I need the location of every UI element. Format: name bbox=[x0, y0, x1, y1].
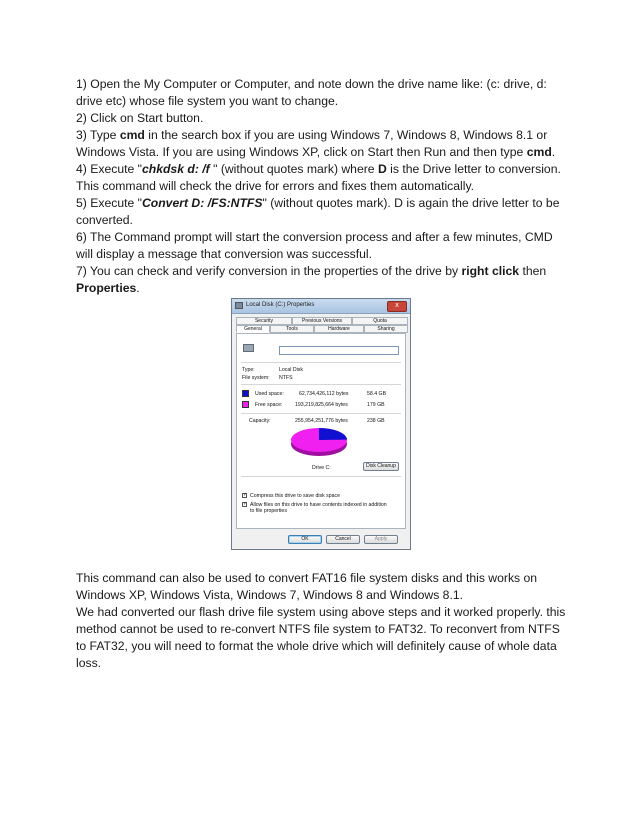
outro-paragraph-1: This command can also be used to convert FAT16 file system disks and this works on Windows XP, Windows Vista, Windows 7, Windows 8 and Windows 8.1. bbox=[76, 571, 538, 602]
instruction-steps bbox=[76, 76, 566, 297]
used-space-label: Used space: bbox=[255, 391, 284, 397]
disk-usage-pie bbox=[289, 426, 349, 460]
step-4-command: chkdsk d: /f bbox=[141, 162, 210, 176]
compress-label: Compress this drive to save disk space bbox=[250, 493, 340, 499]
pie-used-slice bbox=[319, 428, 347, 440]
free-space-bytes: 193,219,825,664 bytes bbox=[295, 402, 348, 408]
used-space-gb: 58.4 GB bbox=[367, 391, 387, 397]
step-7: 7) You can check and verify conversion in the properties of the drive by right click then Properties. bbox=[76, 264, 547, 295]
type-label: Type: bbox=[242, 367, 255, 373]
tab-general[interactable]: General bbox=[236, 325, 270, 333]
fs-value: NTFS bbox=[279, 375, 293, 381]
apply-button[interactable]: Apply bbox=[364, 535, 398, 544]
tab-previous-versions[interactable]: Previous Versions bbox=[292, 317, 352, 325]
dialog-title: Local Disk (C:) Properties bbox=[246, 302, 315, 308]
disk-cleanup-button[interactable]: Disk Cleanup bbox=[363, 462, 399, 471]
tab-sharing[interactable]: Sharing bbox=[364, 325, 408, 333]
step-5-command: Convert D: /FS:NTFS bbox=[141, 196, 263, 210]
divider bbox=[241, 476, 401, 477]
step-1: 1) Open the My Computer or Computer, and note down the drive name like: (c: drive, d: drive etc) whose file system you want to change. bbox=[76, 77, 547, 108]
drive-name-input[interactable] bbox=[279, 346, 399, 355]
used-space-swatch bbox=[242, 390, 249, 397]
general-tab-panel bbox=[236, 333, 406, 529]
divider bbox=[241, 413, 401, 414]
capacity-label: Capacity: bbox=[249, 418, 271, 424]
fs-label: File system: bbox=[242, 375, 270, 381]
free-space-gb: 179 GB bbox=[367, 402, 385, 408]
capacity-bytes: 255,954,251,776 bytes bbox=[295, 418, 348, 424]
properties-dialog-screenshot bbox=[231, 298, 411, 550]
close-button[interactable]: x bbox=[387, 301, 407, 312]
ok-button[interactable]: OK bbox=[288, 535, 322, 544]
divider bbox=[241, 384, 401, 385]
step-5: 5) Execute "Convert D: /FS:NTFS" (without quotes mark). D is again the drive letter to be converted. bbox=[76, 196, 560, 227]
dialog-titlebar bbox=[232, 299, 410, 314]
index-label: Allow files on this drive to have contents indexed in addition to file properties bbox=[250, 502, 387, 514]
drive-label: Drive C: bbox=[312, 465, 331, 471]
tab-tools[interactable]: Tools bbox=[270, 325, 314, 333]
divider bbox=[241, 362, 401, 363]
free-space-label: Free space: bbox=[255, 402, 283, 408]
free-space-swatch bbox=[242, 401, 249, 408]
tab-quota[interactable]: Quota bbox=[352, 317, 408, 325]
capacity-gb: 238 GB bbox=[367, 418, 385, 424]
tab-row-2 bbox=[236, 325, 406, 333]
step-3: 3) Type cmd in the search box if you are using Windows 7, Windows 8, Windows 8.1 or Windows Vista. If you are using Windows XP, click on Start then Run and then type cmd. bbox=[76, 128, 556, 159]
drive-icon bbox=[235, 302, 243, 309]
used-space-bytes: 62,734,426,112 bytes bbox=[299, 391, 349, 397]
tab-hardware[interactable]: Hardware bbox=[314, 325, 364, 333]
step-6: 6) The Command prompt will start the conversion process and after a few minutes, CMD will display a message that conversion was successful. bbox=[76, 230, 553, 261]
index-checkbox[interactable]: ✓ bbox=[243, 501, 248, 507]
cancel-button[interactable]: Cancel bbox=[326, 535, 360, 544]
tab-row-1 bbox=[236, 317, 406, 325]
compress-checkbox[interactable]: ✓ bbox=[243, 492, 248, 498]
step-2: 2) Click on Start button. bbox=[76, 111, 204, 125]
tab-security[interactable]: Security bbox=[236, 317, 292, 325]
outro-paragraph-2: We had converted our flash drive file system using above steps and it worked properly. this method cannot be used to re-convert NTFS file system to FAT32. To reconvert from NTFS to FAT32, you will need to format the whole drive which will definitely cause of whole data loss. bbox=[76, 605, 566, 670]
closing-paragraphs bbox=[76, 570, 566, 672]
hard-drive-icon bbox=[243, 344, 254, 352]
step-4: 4) Execute "chkdsk d: /f " (without quotes mark) where D is the Drive letter to conversion. This command will check the drive for errors and fixes them automatically. bbox=[76, 162, 561, 193]
type-value: Local Disk bbox=[279, 367, 303, 373]
step-3-cmd: cmd bbox=[119, 128, 145, 142]
